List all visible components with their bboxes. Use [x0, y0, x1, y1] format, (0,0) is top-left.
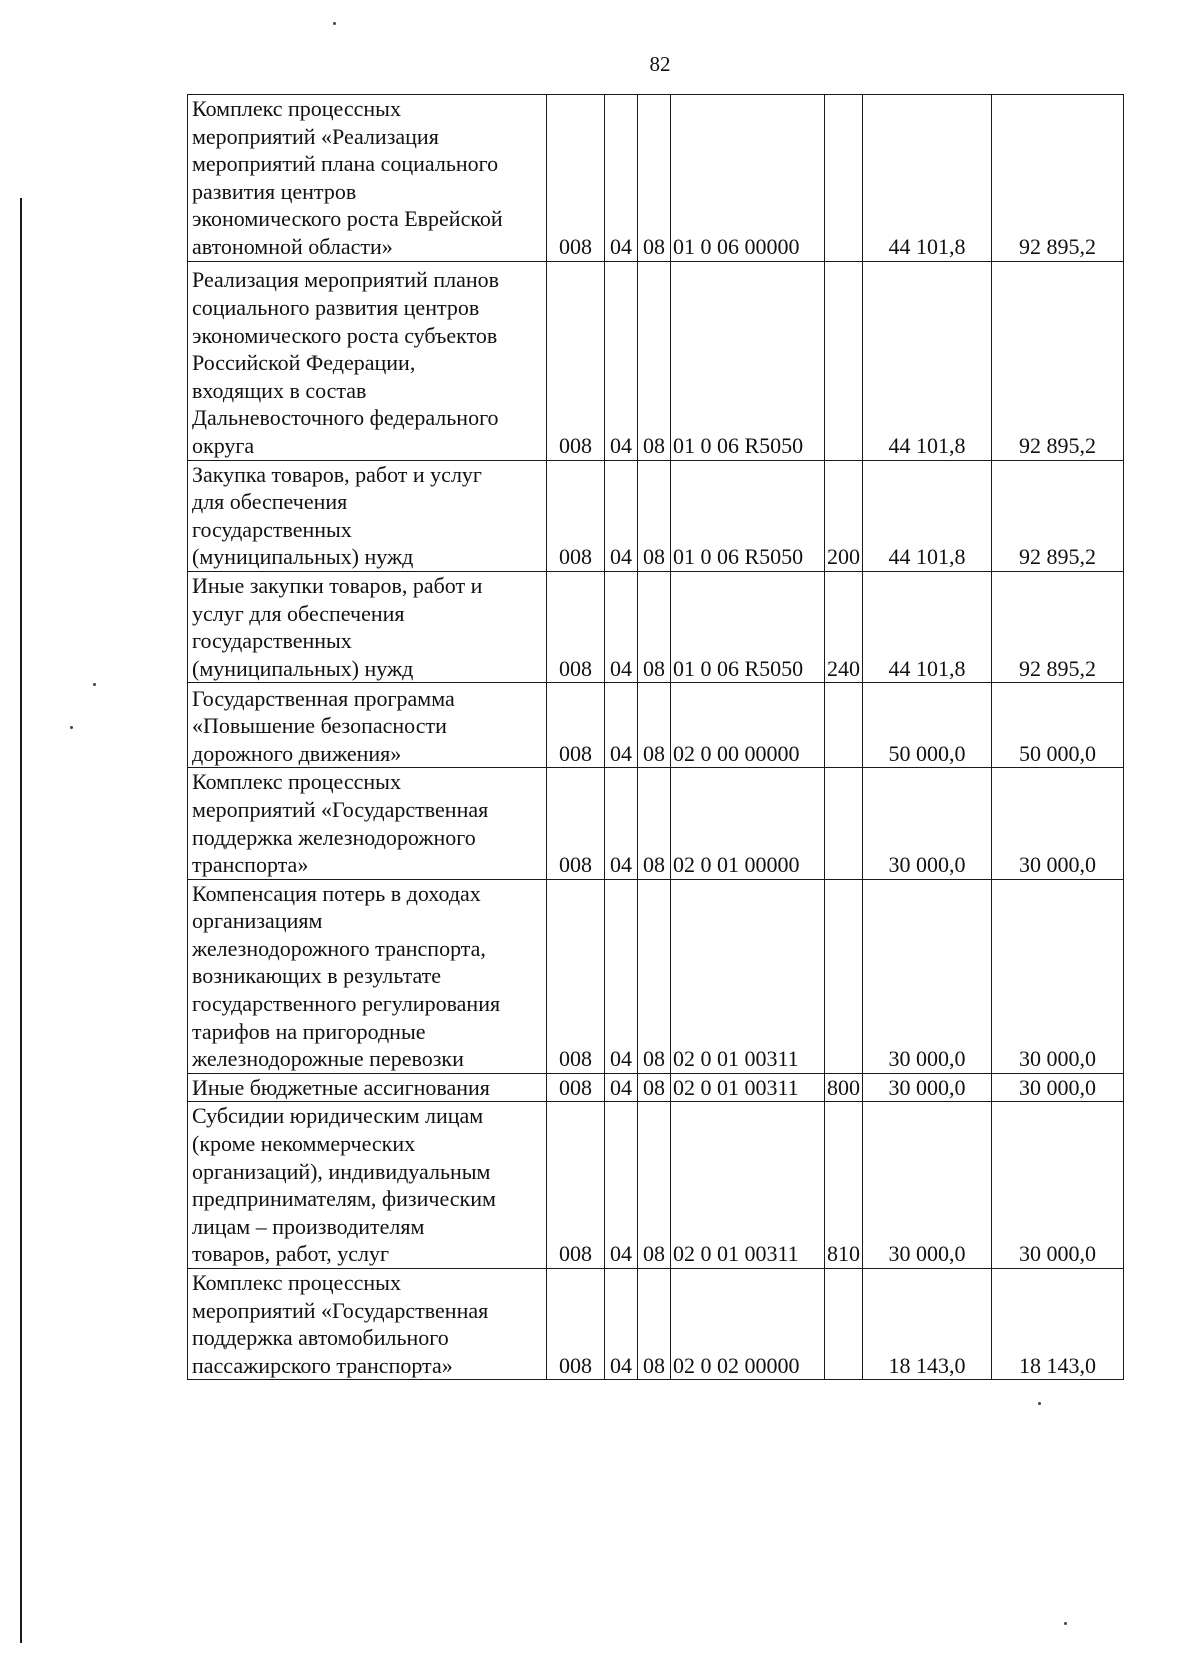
row-sum2-cell: 92 895,2	[992, 571, 1124, 682]
row-name-cell: Государственная программа «Повышение безопасности дорожного движения»	[188, 683, 547, 768]
scan-speck	[333, 22, 336, 25]
row-csr-cell: 02 0 00 00000	[671, 683, 825, 768]
row-pr-cell: 08	[638, 1269, 671, 1380]
row-pr-cell: 08	[638, 1073, 671, 1102]
row-csr-cell: 01 0 06 R5050	[671, 460, 825, 571]
row-rz-cell: 04	[605, 95, 638, 262]
row-sum2-cell: 92 895,2	[992, 261, 1124, 460]
row-sum2-cell: 30 000,0	[992, 879, 1124, 1073]
row-csr-cell: 02 0 01 00311	[671, 1073, 825, 1102]
row-vr-cell	[825, 95, 863, 262]
row-csr-cell: 02 0 01 00311	[671, 1102, 825, 1269]
row-vr-cell	[825, 261, 863, 460]
row-csr-cell: 01 0 06 R5050	[671, 571, 825, 682]
page-number: 82	[649, 52, 671, 76]
row-csr-cell: 02 0 01 00000	[671, 768, 825, 879]
row-vr-cell	[825, 683, 863, 768]
row-gr-cell: 008	[547, 261, 605, 460]
row-gr-cell: 008	[547, 768, 605, 879]
row-vr-cell: 810	[825, 1102, 863, 1269]
row-sum1-cell: 44 101,8	[863, 261, 992, 460]
row-gr-cell: 008	[547, 95, 605, 262]
row-rz-cell: 04	[605, 1269, 638, 1380]
row-sum1-cell: 18 143,0	[863, 1269, 992, 1380]
row-csr-cell: 01 0 06 00000	[671, 95, 825, 262]
table-row	[188, 1073, 1124, 1102]
row-sum1-cell: 30 000,0	[863, 1102, 992, 1269]
budget-table	[187, 94, 1124, 1380]
table-row	[188, 261, 1124, 460]
row-sum2-cell: 30 000,0	[992, 1102, 1124, 1269]
row-pr-cell: 08	[638, 683, 671, 768]
row-gr-cell: 008	[547, 683, 605, 768]
table-row	[188, 768, 1124, 879]
table-row	[188, 683, 1124, 768]
row-gr-cell: 008	[547, 1269, 605, 1380]
scan-speck	[1038, 1402, 1041, 1405]
row-sum1-cell: 30 000,0	[863, 768, 992, 879]
row-sum1-cell: 30 000,0	[863, 1073, 992, 1102]
table-row	[188, 571, 1124, 682]
row-gr-cell: 008	[547, 879, 605, 1073]
row-pr-cell: 08	[638, 768, 671, 879]
row-pr-cell: 08	[638, 460, 671, 571]
row-sum2-cell: 50 000,0	[992, 683, 1124, 768]
row-rz-cell: 04	[605, 571, 638, 682]
scan-speck	[70, 726, 73, 729]
scan-speck	[1064, 1622, 1067, 1625]
table-row	[188, 1269, 1124, 1380]
row-gr-cell: 008	[547, 571, 605, 682]
row-rz-cell: 04	[605, 683, 638, 768]
row-gr-cell: 008	[547, 460, 605, 571]
row-sum1-cell: 44 101,8	[863, 95, 992, 262]
row-vr-cell	[825, 879, 863, 1073]
table-row	[188, 95, 1124, 262]
row-pr-cell: 08	[638, 1102, 671, 1269]
row-rz-cell: 04	[605, 768, 638, 879]
row-vr-cell	[825, 1269, 863, 1380]
row-sum1-cell: 50 000,0	[863, 683, 992, 768]
row-name-cell: Иные закупки товаров, работ и услуг для обеспечения государственных (муниципальных) нужд	[188, 571, 547, 682]
row-rz-cell: 04	[605, 879, 638, 1073]
row-vr-cell: 200	[825, 460, 863, 571]
table-row	[188, 879, 1124, 1073]
row-sum2-cell: 30 000,0	[992, 1073, 1124, 1102]
row-sum2-cell: 92 895,2	[992, 95, 1124, 262]
row-gr-cell: 008	[547, 1073, 605, 1102]
row-vr-cell: 800	[825, 1073, 863, 1102]
row-rz-cell: 04	[605, 460, 638, 571]
row-rz-cell: 04	[605, 1102, 638, 1269]
row-name-cell: Комплекс процессных мероприятий «Государственная поддержка автомобильного пассажирского транспорта»	[188, 1269, 547, 1380]
row-name-cell: Компенсация потерь в доходах организациям железнодорожного транспорта, возникающих в результате государственного регулирования тарифов на пригородные железнодорожные перевозки	[188, 879, 547, 1073]
row-sum1-cell: 44 101,8	[863, 571, 992, 682]
scan-speck	[93, 683, 96, 686]
table-row	[188, 1102, 1124, 1269]
row-name-cell: Реализация мероприятий планов социального развития центров экономического роста субъектов Российской Федерации, входящих в состав Дальневосточного федерального округа	[188, 261, 547, 460]
row-sum1-cell: 44 101,8	[863, 460, 992, 571]
row-csr-cell: 01 0 06 R5050	[671, 261, 825, 460]
table-row	[188, 460, 1124, 571]
row-name-cell: Иные бюджетные ассигнования	[188, 1073, 547, 1102]
row-sum2-cell: 30 000,0	[992, 768, 1124, 879]
row-sum2-cell: 92 895,2	[992, 460, 1124, 571]
row-name-cell: Закупка товаров, работ и услуг для обеспечения государственных (муниципальных) нужд	[188, 460, 547, 571]
row-name-cell: Субсидии юридическим лицам (кроме некоммерческих организаций), индивидуальным предпринимателям, физическим лицам – производителям товаров, работ, услуг	[188, 1102, 547, 1269]
row-pr-cell: 08	[638, 571, 671, 682]
row-gr-cell: 008	[547, 1102, 605, 1269]
row-name-cell: Комплекс процессных мероприятий «Реализация мероприятий плана социального развития центров экономического роста Еврейской автономной области»	[188, 95, 547, 262]
scan-margin-line	[20, 198, 22, 1643]
table-body	[188, 95, 1124, 1380]
row-sum2-cell: 18 143,0	[992, 1269, 1124, 1380]
row-name-cell: Комплекс процессных мероприятий «Государственная поддержка железнодорожного транспорта»	[188, 768, 547, 879]
row-sum1-cell: 30 000,0	[863, 879, 992, 1073]
row-pr-cell: 08	[638, 95, 671, 262]
row-pr-cell: 08	[638, 261, 671, 460]
row-rz-cell: 04	[605, 1073, 638, 1102]
row-vr-cell	[825, 768, 863, 879]
row-csr-cell: 02 0 02 00000	[671, 1269, 825, 1380]
row-csr-cell: 02 0 01 00311	[671, 879, 825, 1073]
row-rz-cell: 04	[605, 261, 638, 460]
row-pr-cell: 08	[638, 879, 671, 1073]
row-vr-cell: 240	[825, 571, 863, 682]
